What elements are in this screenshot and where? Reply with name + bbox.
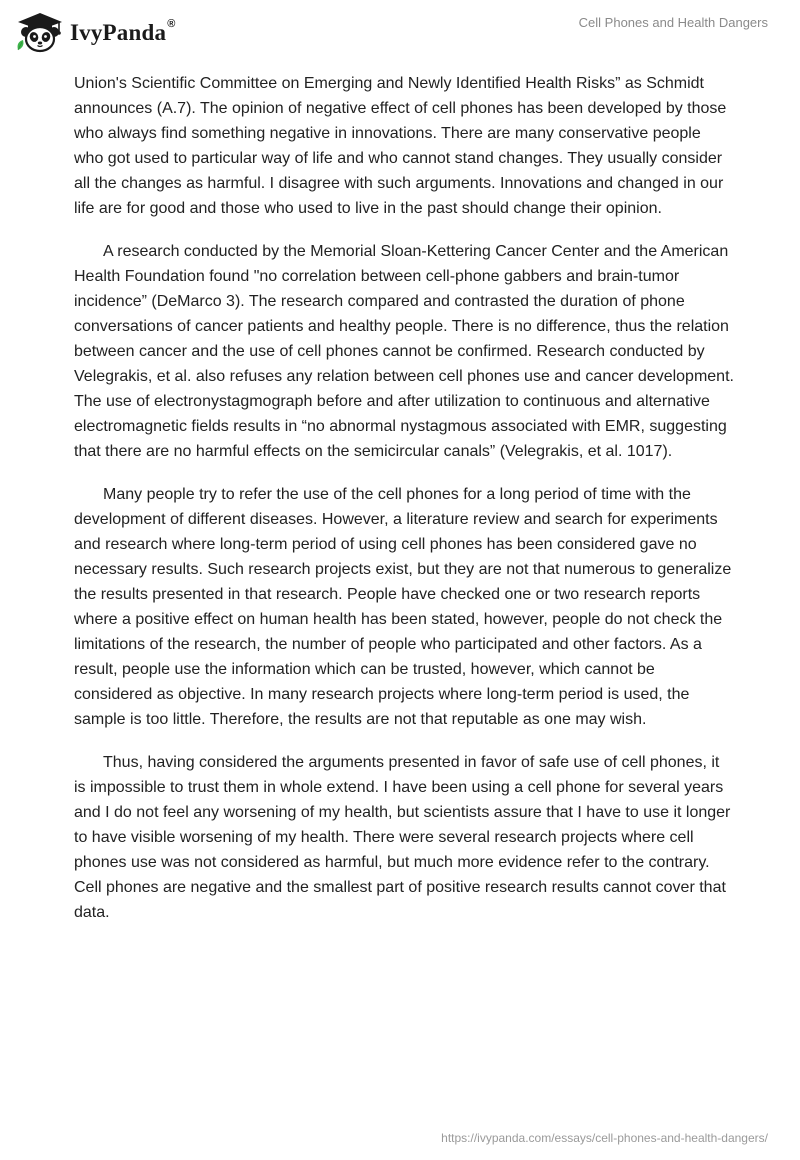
panda-graduate-icon bbox=[14, 10, 66, 54]
page-header bbox=[0, 0, 800, 60]
paragraph-3: Many people try to refer the use of the cell phones for a long period of time with the development of different diseases. However, a literature review and search for experiments and research where long-term period of using cell phones has been considered gave no necessary results. Such research projects exist, but they are not that numerous to generalize the results presented in that research. People have checked one or two research reports where a positive effect on human health has been stated, however, people do not check the limitations of the research, the number of people who participated and other factors. As a result, people use the information which can be trusted, however, which cannot be considered as objective. In many research projects where long-term period is used, the sample is too little. Therefore, the results are not that reputable as one may wish. bbox=[74, 486, 732, 728]
source-url[interactable]: https://ivypanda.com/essays/cell-phones-and-health-dangers/ bbox=[441, 1131, 768, 1145]
ivypanda-logo[interactable] bbox=[14, 10, 176, 54]
paragraph-4: Thus, having considered the arguments presented in favor of safe use of cell phones, it is impossible to trust them in whole extend. I have been using a cell phone for several years and I do not feel any worsening of my health, but scientists assure that I have to use it longer to have visible worsening of my health. There were several research projects where cell phones use was not considered as harmful, but much more evidence refer to the contrary. Cell phones are negative and the smallest part of positive research results cannot cover that data. bbox=[74, 754, 731, 921]
paragraph-1: Union's Scientific Committee on Emerging and Newly Identified Health Risks” as Schmidt announces (A.7). The opinion of negative effect of cell phones has been developed by those who always find something negative in innovations. There are many conservative people who got used to particular way of life and who cannot stand changes. They usually consider all the changes as harmful. I disagree with such arguments. Innovations and changed in our life are for good and those who used to live in the past should change their opinion. bbox=[74, 75, 727, 217]
logo-text: IvyPanda® bbox=[70, 18, 176, 45]
registered-mark: ® bbox=[167, 18, 176, 30]
document-title: Cell Phones and Health Dangers bbox=[578, 15, 768, 30]
paragraph-2: A research conducted by the Memorial Sloan-Kettering Cancer Center and the American Health Foundation found "no correlation between cell-phone gabbers and brain-tumor incidence” (DeMarco 3). The research compared and contrasted the duration of phone conversations of cancer patients and healthy people. There is no difference, thus the relation between cancer and the use of cell phones cannot be confirmed. Research conducted by Velegrakis, et al. also refuses any relation between cell phones use and cancer development. The use of electronystagmograph before and after utilization to continuous and alternative electromagnetic fields results in “no abnormal nystagmous associated with EMR, suggesting that there are no harmful effects on the semicircular canals” (Velegrakis, et al. 1017). bbox=[74, 243, 734, 460]
essay-body bbox=[74, 71, 734, 943]
